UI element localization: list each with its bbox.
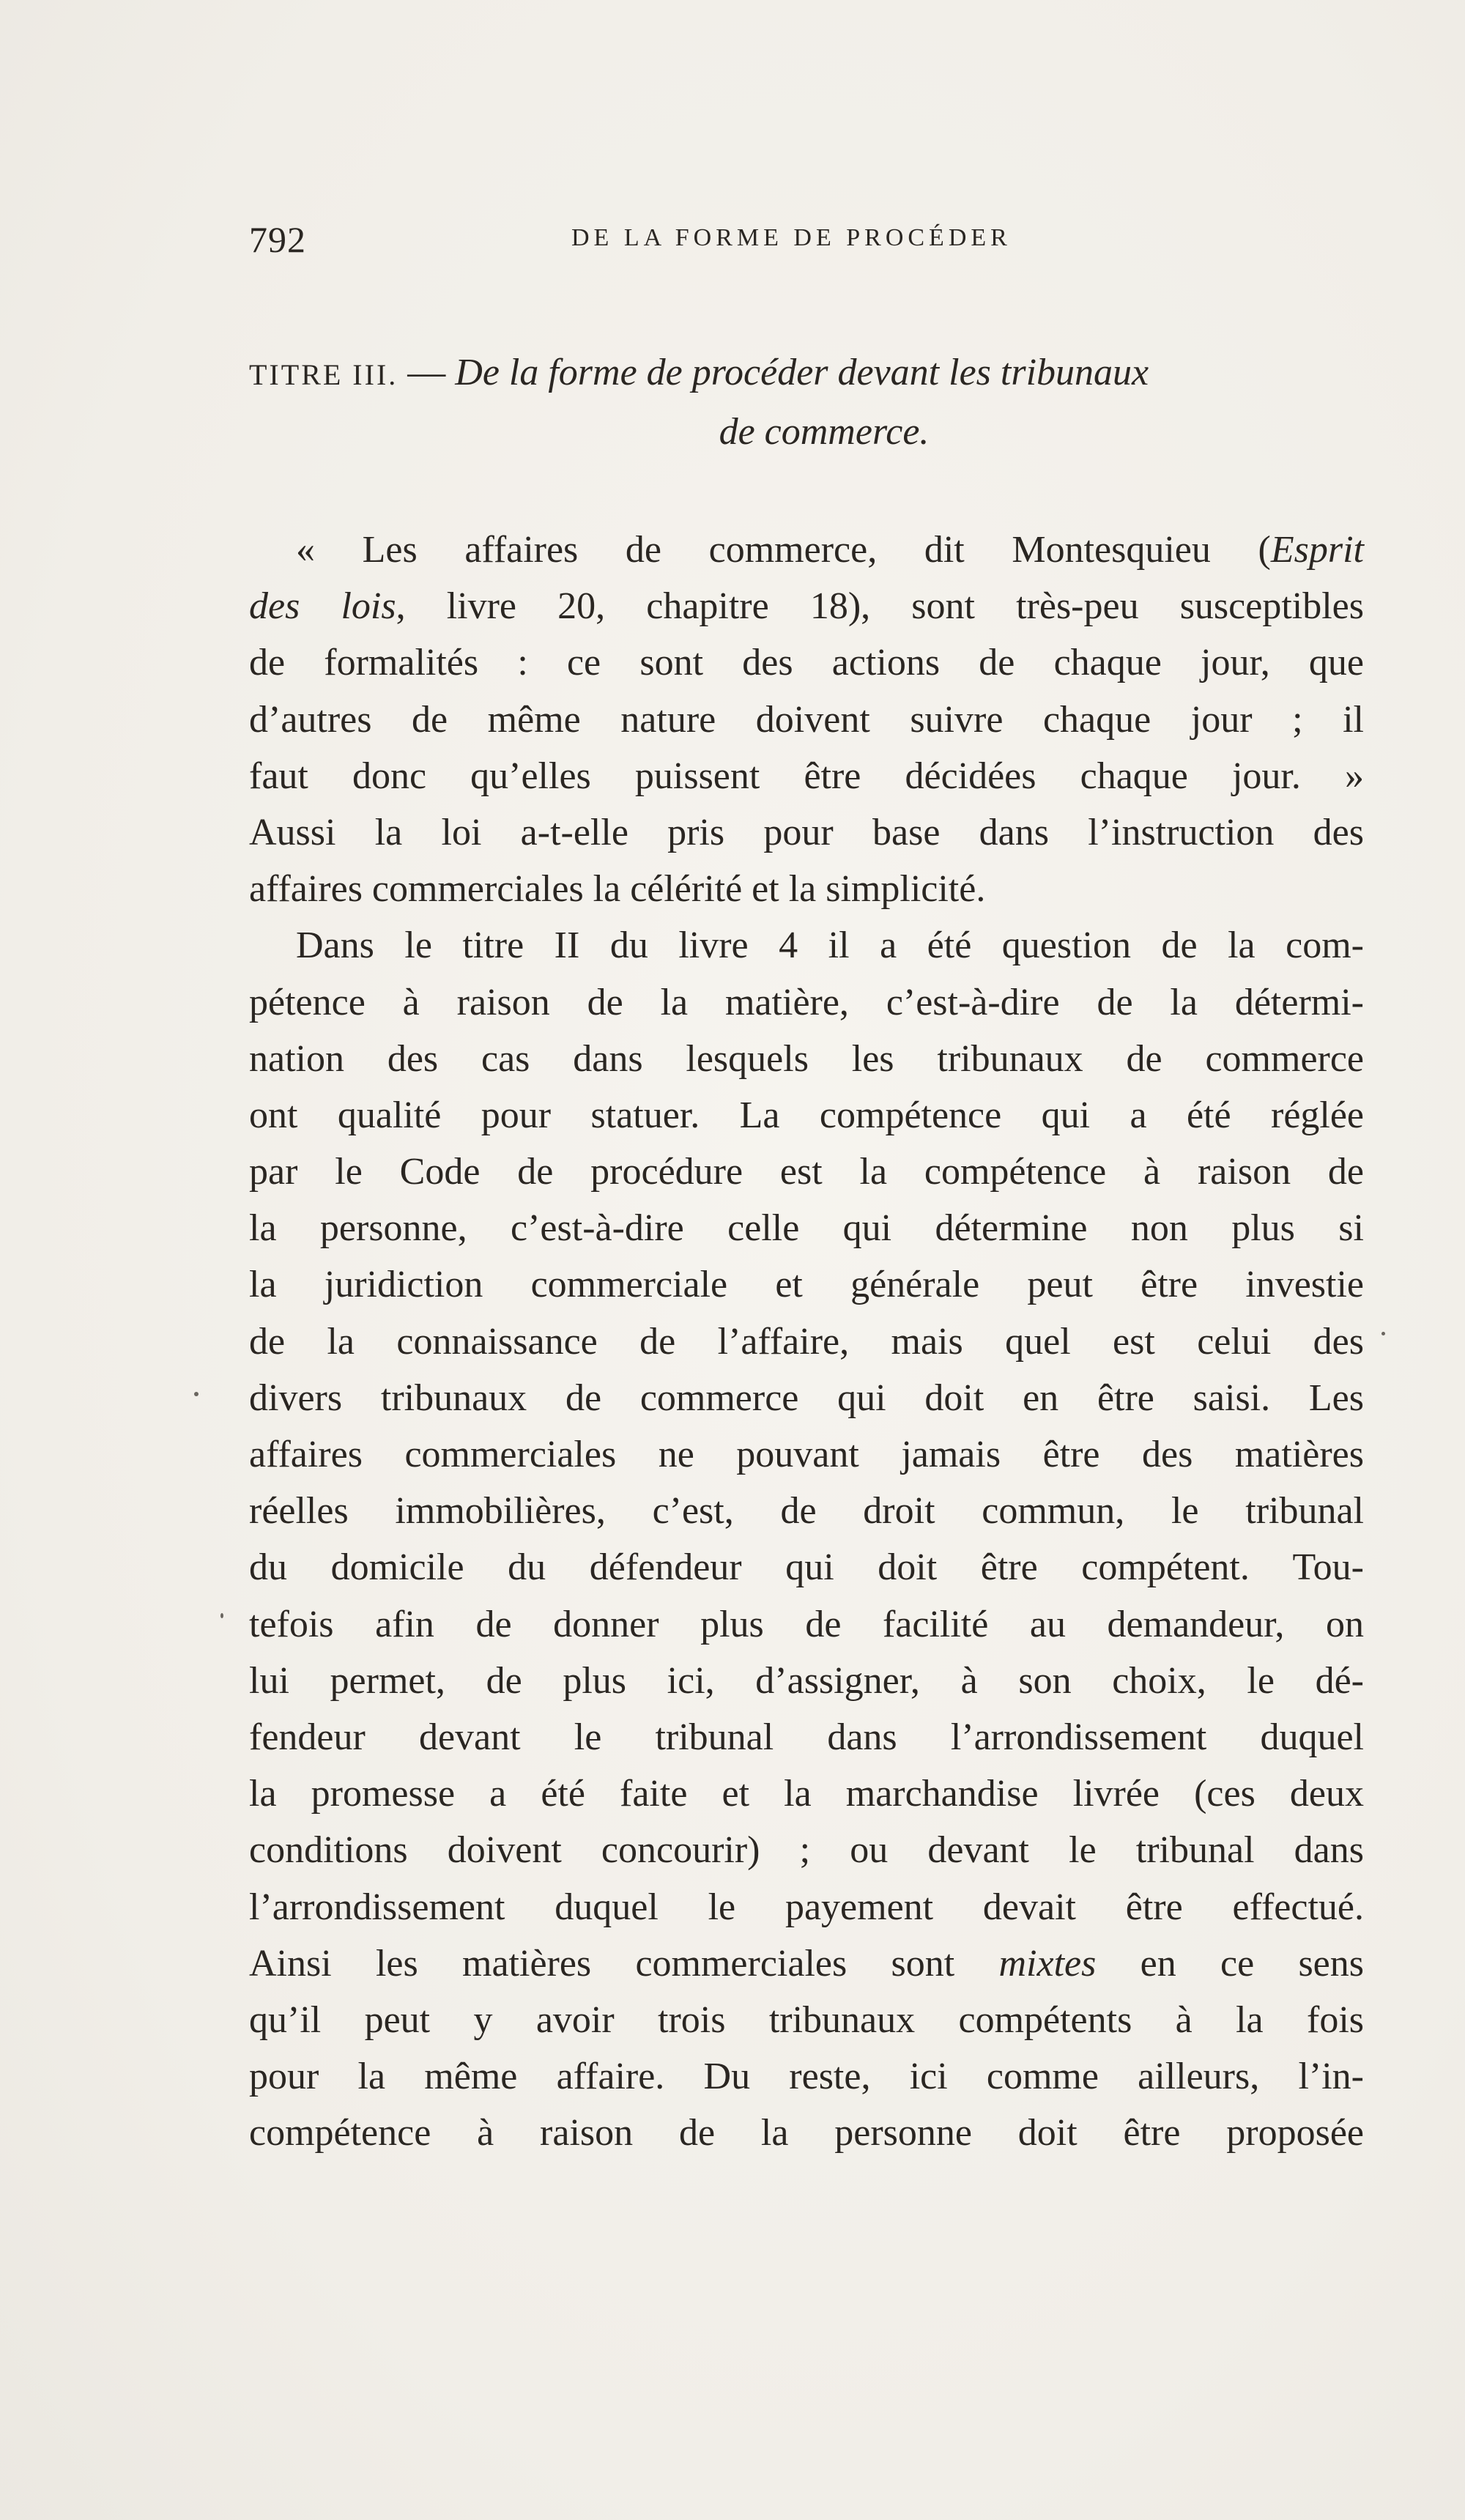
- paragraph-line: compétence à raison de la personne doit être proposée: [249, 2112, 1364, 2154]
- paragraph-line: fendeur devant le tribunal dans l’arrondissement duquel: [249, 1716, 1364, 1758]
- section-heading: [249, 344, 1370, 461]
- running-head: [249, 218, 1392, 262]
- italic-run: Esprit: [1270, 529, 1364, 571]
- heading-dash: —: [398, 352, 456, 393]
- paragraph-line: de la connaissance de l’affaire, mais quel est celui des: [249, 1320, 1364, 1363]
- paragraph-line: l’arrondissement duquel le payement devait être effectué.: [249, 1886, 1364, 1928]
- paragraph-line: divers tribunaux de commerce qui doit en être saisi. Les: [249, 1376, 1364, 1419]
- paragraph-line: la promesse a été faite et la marchandise livrée (ces deux: [249, 1773, 1364, 1815]
- heading-label: TITRE III.: [249, 358, 398, 391]
- paragraph-line: faut donc qu’elles puissent être décidées chaque jour. »: [249, 755, 1364, 797]
- paragraph-line: Dans le titre II du livre 4 il a été question de la com-: [296, 924, 1364, 967]
- heading-line-1: [249, 344, 1370, 404]
- paragraph-line: conditions doivent concourir) ; ou devant le tribunal dans: [249, 1829, 1364, 1872]
- stray-mark: [1381, 1332, 1385, 1335]
- text-run: , livre 20, chapitre 18), sont très-peu susceptibles: [396, 585, 1364, 628]
- stray-mark: [194, 1392, 199, 1396]
- paragraph-line: ont qualité pour statuer. La compétence qui a été réglée: [249, 1094, 1364, 1136]
- paragraph-line: [249, 578, 1364, 634]
- paragraph-line: pétence à raison de la matière, c’est-à-dire de la détermi-: [249, 981, 1364, 1023]
- paragraph-line: lui permet, de plus ici, d’assigner, à son choix, le dé-: [249, 1659, 1364, 1702]
- text-run: « Les affaires de commerce, dit Montesquieu (: [296, 529, 1271, 571]
- paragraph-line: Aussi la loi a-t-elle pris pour base dans l’instruction des: [249, 811, 1364, 853]
- paragraph-line: d’autres de même nature doivent suivre chaque jour ; il: [249, 698, 1364, 741]
- page-number: 792: [249, 219, 306, 260]
- paragraph-line: réelles immobilières, c’est, de droit commun, le tribunal: [249, 1490, 1364, 1533]
- heading-title-part2: de commerce.: [719, 411, 930, 453]
- paragraph-line: [249, 1935, 1364, 1992]
- paragraph-line: pour la même affaire. Du reste, ici comme ailleurs, l’in-: [249, 2056, 1364, 2098]
- paragraph-line: du domicile du défendeur qui doit être compétent. Tou-: [249, 1546, 1364, 1589]
- paragraph-line: par le Code de procédure est la compétence à raison de: [249, 1151, 1364, 1193]
- paragraph-line: affaires commerciales la célérité et la simplicité.: [249, 868, 986, 911]
- paragraph-line: la personne, c’est-à-dire celle qui détermine non plus si: [249, 1207, 1364, 1250]
- paragraph-line: la juridiction commerciale et générale peut être investie: [249, 1264, 1364, 1306]
- running-title: DE LA FORME DE PROCÉDER: [571, 224, 1012, 251]
- paragraph-line: affaires commerciales ne pouvant jamais être des matières: [249, 1434, 1364, 1475]
- heading-title-part1: De la forme de procéder devant les tribunaux: [455, 352, 1149, 393]
- body-text: [249, 522, 1364, 2161]
- stray-mark: [220, 1613, 223, 1618]
- text-run: Ainsi les matières commerciales sont: [249, 1942, 999, 1984]
- paragraph-line: de formalités : ce sont des actions de chaque jour, que: [249, 642, 1364, 684]
- paragraph-line: qu’il peut y avoir trois tribunaux compétents à la fois: [249, 1998, 1364, 2041]
- paragraph-line: [249, 522, 1364, 578]
- paragraph-line: nation des cas dans lesquels les tribunaux de commerce: [249, 1037, 1364, 1080]
- italic-run: mixtes: [998, 1942, 1097, 1984]
- italic-run: des lois: [249, 585, 396, 628]
- paragraph-line: tefois afin de donner plus de facilité au demandeur, on: [249, 1603, 1364, 1645]
- text-run: en ce sens: [1096, 1942, 1364, 1984]
